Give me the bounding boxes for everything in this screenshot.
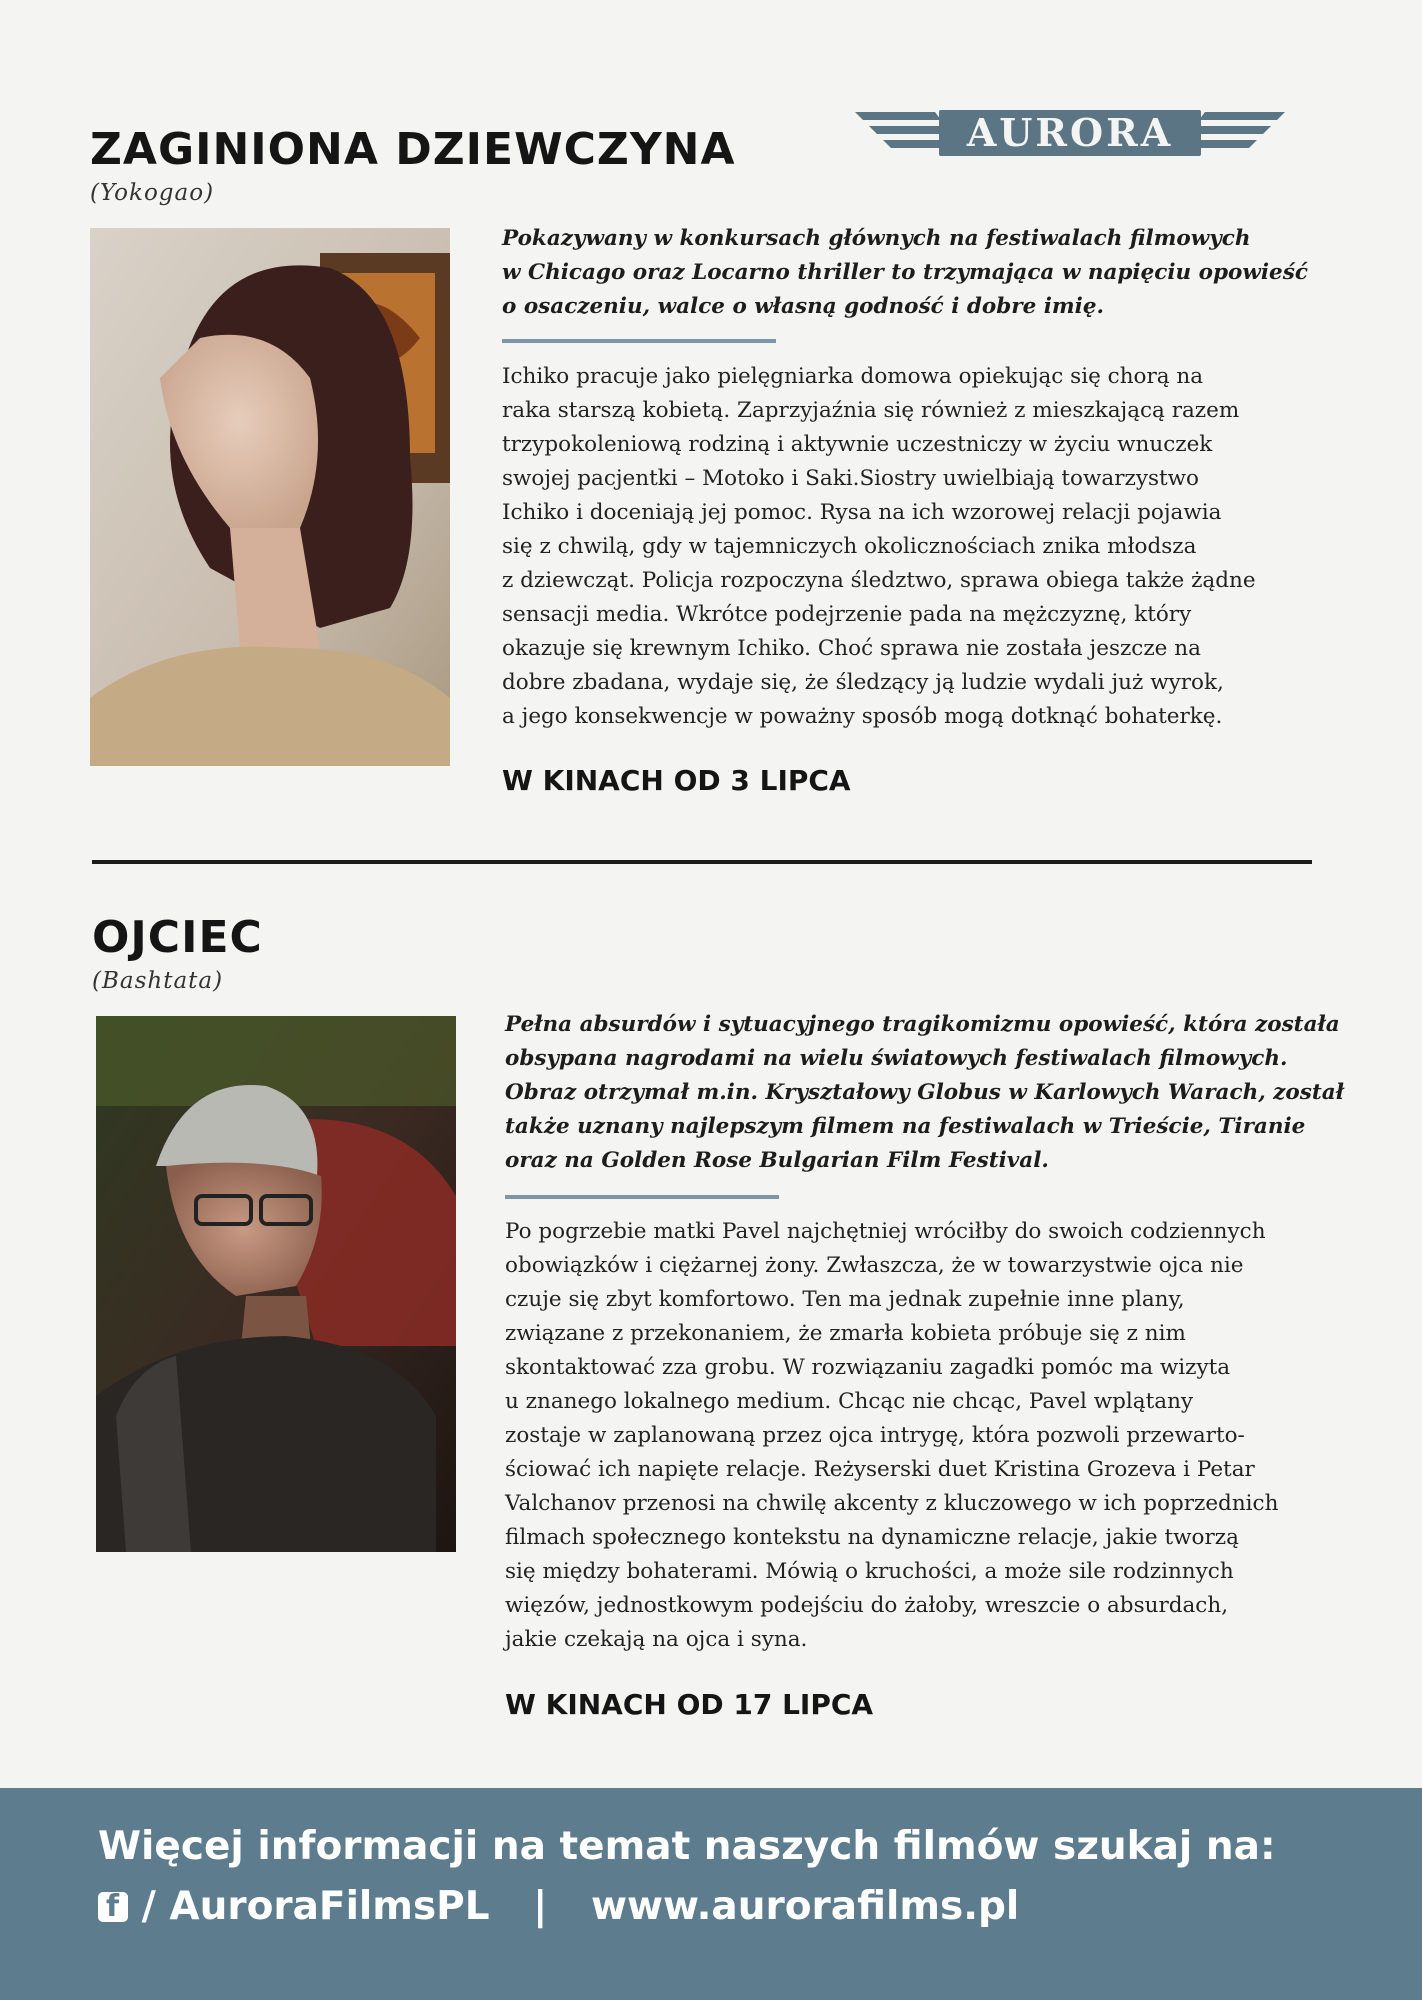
body-line: sensacji media. Wkrótce podejrzenie pada na mężczyznę, który bbox=[502, 602, 1192, 627]
lead-line: także uznany najlepszym filmem na festiwalach w Trieście, Tiranie bbox=[505, 1114, 1306, 1139]
film2-lead bbox=[505, 1008, 1344, 1178]
footer-headline: Więcej informacji na temat naszych filmów szukaj na: bbox=[98, 1824, 1276, 1869]
body-line: jakie czekają na ojca i syna. bbox=[505, 1627, 808, 1652]
film2-synopsis bbox=[505, 1215, 1278, 1657]
footer-links bbox=[98, 1884, 1019, 1929]
lead-line: Pełna absurdów i sytuacyjnego tragikomizmu opowieść, która została bbox=[505, 1012, 1340, 1037]
film2-still-photo bbox=[96, 1016, 456, 1552]
film1-title: ZAGINIONA DZIEWCZYNA bbox=[90, 124, 736, 175]
body-line: okazuje się krewnym Ichiko. Choć sprawa nie została jeszcze na bbox=[502, 636, 1201, 661]
body-line: się między bohaterami. Mówią o kruchości, a może sile rodzinnych bbox=[505, 1559, 1234, 1584]
footer-separator: | bbox=[533, 1884, 548, 1929]
body-line: więzów, jednostkowym podejściu do żałoby, wreszcie o absurdach, bbox=[505, 1593, 1229, 1618]
body-line: ściować ich napięte relacje. Reżyserski duet Kristina Grozeva i Petar bbox=[505, 1457, 1255, 1482]
body-line: Ichiko i doceniają jej pomoc. Rysa na ich wzorowej relacji pojawia bbox=[502, 500, 1222, 525]
facebook-icon[interactable] bbox=[98, 1892, 128, 1922]
body-line: raka starszą kobietą. Zaprzyjaźnia się również z mieszkającą razem bbox=[502, 398, 1240, 423]
facebook-handle-link[interactable]: / AuroraFilmsPL bbox=[141, 1884, 490, 1929]
lead-line: obsypana nagrodami na wielu światowych festiwalach filmowych. bbox=[505, 1046, 1288, 1071]
film2-original-title: (Bashtata) bbox=[92, 968, 224, 994]
body-line: związane z przekonaniem, że zmarła kobieta próbuje się z nim bbox=[505, 1321, 1186, 1346]
film1-release-date: W KINACH OD 3 LIPCA bbox=[502, 764, 851, 797]
body-line: a jego konsekwencje w poważny sposób mogą dotknąć bohaterkę. bbox=[502, 704, 1223, 729]
film1-accent-rule bbox=[502, 339, 776, 343]
body-line: się z chwilą, gdy w tajemniczych okolicznościach znika młodsza bbox=[502, 534, 1197, 559]
film2-release-date: W KINACH OD 17 LIPCA bbox=[505, 1688, 874, 1721]
body-line: trzypokoleniową rodziną i aktywnie uczestniczy w życiu wnuczek bbox=[502, 432, 1213, 457]
section-divider bbox=[92, 860, 1312, 864]
body-line: u znanego lokalnego medium. Chcąc nie chcąc, Pavel wplątany bbox=[505, 1389, 1194, 1414]
body-line: swojej pacjentki – Motoko i Saki.Siostry uwielbiają towarzystwo bbox=[502, 466, 1199, 491]
aurora-logo bbox=[855, 108, 1285, 158]
lead-line: o osaczeniu, walce o własną godność i dobre imię. bbox=[502, 294, 1104, 319]
footer-banner bbox=[0, 1788, 1422, 2000]
body-line: z dziewcząt. Policja rozpoczyna śledztwo, sprawa obiega także żądne bbox=[502, 568, 1256, 593]
lead-line: Pokazywany w konkursach głównych na festiwalach filmowych bbox=[502, 226, 1251, 251]
lead-line: Obraz otrzymał m.in. Kryształowy Globus w Karlowych Warach, został bbox=[505, 1080, 1344, 1105]
logo-text: AURORA bbox=[966, 110, 1174, 155]
lead-line: oraz na Golden Rose Bulgarian Film Festival. bbox=[505, 1148, 1049, 1173]
website-link[interactable]: www.aurorafilms.pl bbox=[591, 1884, 1020, 1929]
body-line: zostaje w zaplanowaną przez ojca intrygę, która pozwoli przewarto- bbox=[505, 1423, 1245, 1448]
body-line: Po pogrzebie matki Pavel najchętniej wróciłby do swoich codziennych bbox=[505, 1219, 1266, 1244]
film2-title: OJCIEC bbox=[92, 912, 263, 963]
film1-original-title: (Yokogao) bbox=[90, 180, 215, 206]
film2-accent-rule bbox=[505, 1195, 779, 1199]
lead-line: w Chicago oraz Locarno thriller to trzymająca w napięciu opowieść bbox=[502, 260, 1308, 285]
film1-synopsis bbox=[502, 360, 1256, 734]
body-line: Valchanov przenosi na chwilę akcenty z kluczowego w ich poprzednich bbox=[505, 1491, 1279, 1516]
body-line: czuje się zbyt komfortowo. Ten ma jednak zupełnie inne plany, bbox=[505, 1287, 1185, 1312]
film1-lead bbox=[502, 222, 1308, 324]
film1-still-photo bbox=[90, 228, 450, 766]
body-line: Ichiko pracuje jako pielęgniarka domowa opiekując się chorą na bbox=[502, 364, 1204, 389]
body-line: obowiązków i ciężarnej żony. Zwłaszcza, że w towarzystwie ojca nie bbox=[505, 1253, 1244, 1278]
body-line: skontaktować zza grobu. W rozwiązaniu zagadki pomóc ma wizyta bbox=[505, 1355, 1231, 1380]
body-line: filmach społecznego kontekstu na dynamiczne relacje, jakie tworzą bbox=[505, 1525, 1239, 1550]
body-line: dobre zbadana, wydaje się, że śledzący ją ludzie wydali już wyrok, bbox=[502, 670, 1224, 695]
